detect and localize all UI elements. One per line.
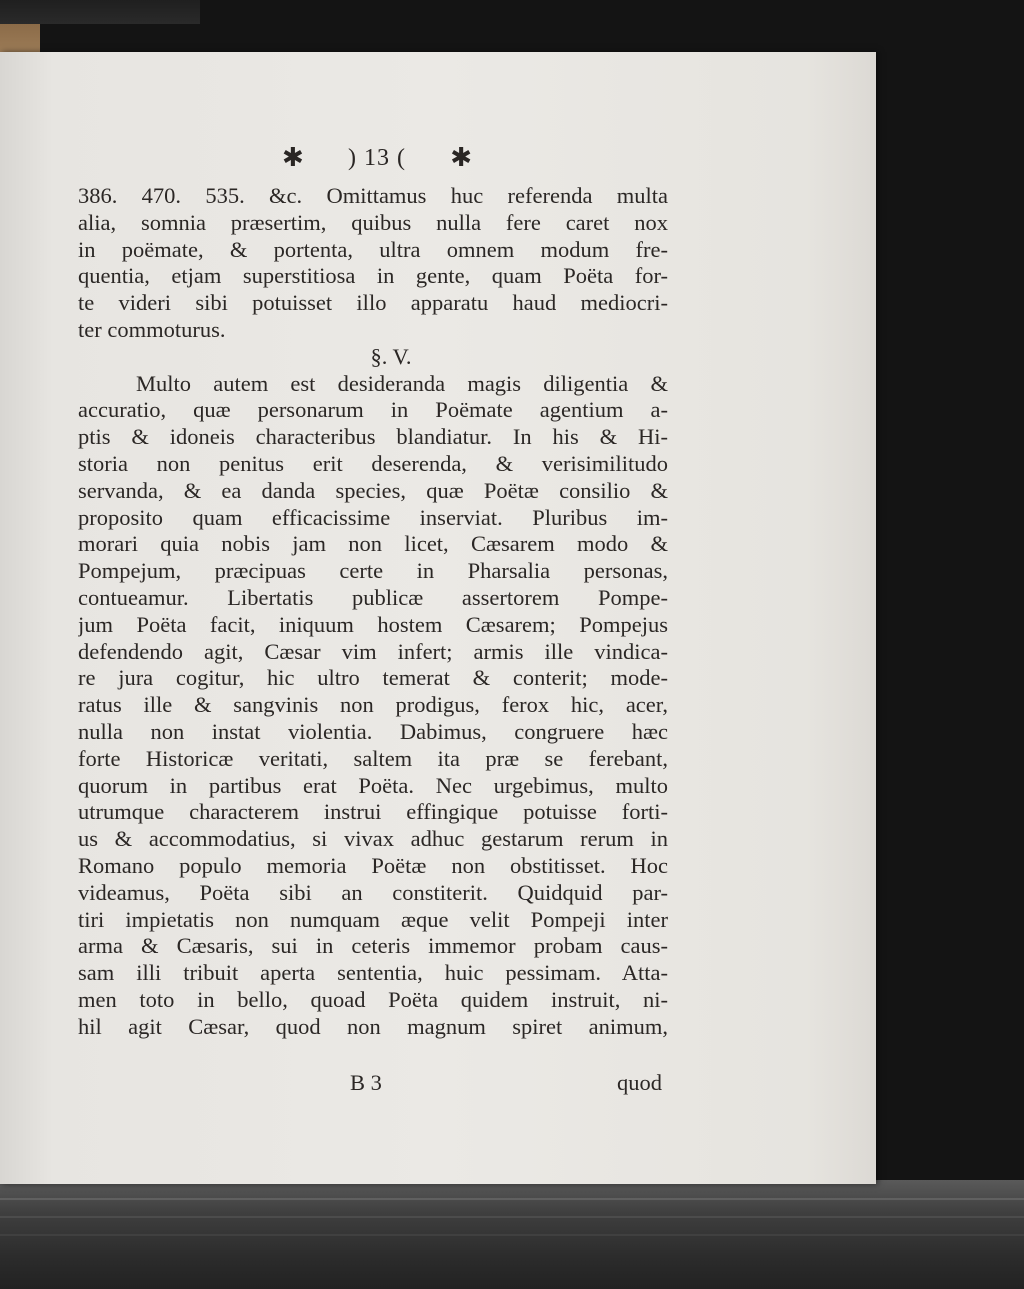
- text-line: jum Poëta facit, iniquum hostem Cæsarem; Pompejus: [78, 611, 668, 637]
- page-number: ) 13 (: [348, 144, 406, 171]
- book-page-stack: [0, 1180, 1024, 1289]
- text-line: re jura cogitur, hic ultro temerat & conterit; mode-: [78, 665, 668, 691]
- text-line: quorum in partibus erat Poëta. Nec urgebimus, multo: [78, 772, 668, 798]
- page-header: [282, 140, 472, 176]
- text-line: men toto in bello, quoad Poëta quidem instruit, ni-: [78, 986, 668, 1012]
- text-line: utrumque characterem instrui effingique potuisse forti-: [78, 799, 668, 825]
- text-line: defendendo agit, Cæsar vim infert; armis ille vindica-: [78, 638, 668, 664]
- text-line: contueamur. Libertatis publicæ assertorem Pompe-: [78, 584, 668, 610]
- text-line: tiri impietatis non numquam æque velit Pompeji inter: [78, 906, 668, 932]
- book-edge-top: [0, 0, 200, 24]
- text-line: morari quia nobis jam non licet, Cæsarem modo &: [78, 531, 668, 557]
- signature-mark: B 3: [350, 1070, 382, 1095]
- text-line: ter commoturus.: [78, 316, 226, 342]
- text-line: quentia, etjam superstitiosa in gente, quam Poëta for-: [78, 263, 668, 289]
- text-line: Romano populo memoria Poëtæ non obstitisset. Hoc: [78, 852, 668, 878]
- text-line: proposito quam efficacissime inserviat. Pluribus im-: [78, 504, 668, 530]
- catchword: quod: [617, 1070, 662, 1095]
- text-line: storia non penitus erit deserenda, & verisimilitudo: [78, 450, 668, 476]
- left-ornament-icon: ✱: [282, 143, 304, 172]
- text-line: us & accommodatius, si vivax adhuc gestarum rerum in: [78, 826, 668, 852]
- text-line: ratus ille & sangvinis non prodigus, ferox hic, acer,: [78, 692, 668, 718]
- body-text: [78, 183, 668, 1041]
- right-ornament-icon: ✱: [450, 143, 472, 172]
- text-line: sam illi tribuit aperta sententia, huic pessimam. Atta-: [78, 960, 668, 986]
- text-line: Multo autem est desideranda magis diligentia &: [136, 370, 668, 396]
- text-line: accuratio, quæ personarum in Poëmate agentium a-: [78, 397, 668, 423]
- text-line: in poëmate, & portenta, ultra omnem modum fre-: [78, 236, 668, 262]
- text-line: nulla non instat violentia. Dabimus, congruere hæc: [78, 718, 668, 744]
- text-line: ptis & idoneis characteribus blandiatur. In his & Hi-: [78, 424, 668, 450]
- text-line: alia, somnia præsertim, quibus nulla fere caret nox: [78, 209, 668, 235]
- text-line: hil agit Cæsar, quod non magnum spiret animum,: [78, 1013, 668, 1039]
- page-footer: [78, 1070, 668, 1100]
- text-line: Pompejum, præcipuas certe in Pharsalia personas,: [78, 558, 668, 584]
- text-line: te videri sibi potuisset illo apparatu haud mediocri-: [78, 290, 668, 316]
- text-line: videamus, Poëta sibi an constiterit. Quidquid par-: [78, 879, 668, 905]
- text-line: arma & Cæsaris, sui in ceteris immemor probam caus-: [78, 933, 668, 959]
- section-heading: §. V.: [370, 343, 412, 369]
- text-line: servanda, & ea danda species, quæ Poëtæ consilio &: [78, 477, 668, 503]
- text-line: 386. 470. 535. &c. Omittamus huc referenda multa: [78, 183, 668, 208]
- text-line: forte Historicæ veritati, saltem ita præ se ferebant,: [78, 745, 668, 771]
